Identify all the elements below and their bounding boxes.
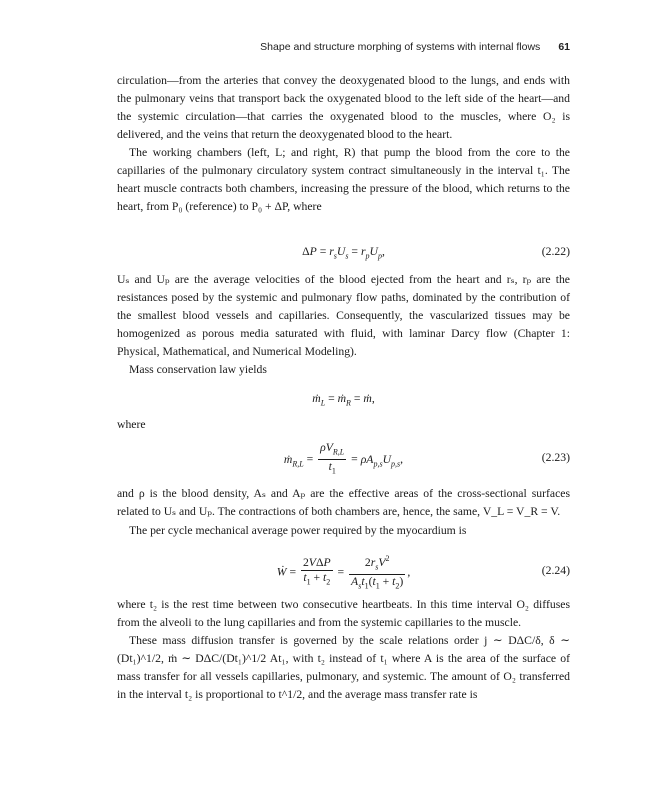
paragraph-6: and ρ is the blood density, Aₛ and Aₚ are the effective areas of the cross-sectional surfaces related to Uₛ and Uₚ. The contractions of both chambers are, hence, the same, V_L = V_R = V.	[117, 487, 570, 518]
text-block-6	[117, 596, 570, 704]
equation-2-23-body: ṁ$_{R,L}$ = $\frac{\rho V_{R,L}}{t_1}$ = $\rho A_{p,s}U_{p,s}$,	[117, 441, 570, 479]
paragraph-8: where t₂ is the rest time between two consecutive heartbeats. In this time interval O₂ diffuses from the alveoli to the lung capillaries and from the systemic capillaries to the muscle.	[117, 598, 570, 629]
equation-2-23	[117, 441, 570, 477]
paragraph-9: These mass diffusion transfer is governed by the scale relations order j ∼ DΔC/δ, δ ∼ (Dt₁)^1/2, ṁ ∼ DΔC/(Dt₁)^1/2 At₁, with t₂ instead of t₁ where A is the area of the surface of mass transfer for all vessels capillaries, pulmonary, and systemic. The amount of O₂ transferred in the interval t₂ is proportional to t^1/2, and the average mass transfer rate is	[117, 634, 570, 701]
equation-2-24	[117, 552, 570, 592]
equation-2-22-body: $\Delta P = r_sU_s = r_pU_p$,	[302, 245, 385, 261]
text-block-2	[117, 271, 570, 379]
equation-2-24-body: Ẇ = $\frac{\text{2VΔP}}{t_1 + t_2}$ = $\frac{2r_sV^2}{A_st_1(t_1 + t_2)}$ ,	[117, 552, 570, 594]
paragraph-1: circulation—from the arteries that convey the deoxygenated blood to the lungs, and ends with the pulmonary veins that transport back the oxygenated blood to the left side of the heart—and the systemic circulation—that carries the oxygenated blood to the muscles, where O₂ is delivered, and the veins that return the deoxygenated blood to the heart.	[117, 74, 570, 141]
paragraph-3: Uₛ and Uₚ are the average velocities of the blood ejected from the heart and rₛ, rₚ are the resistances posed by the systemic and pulmonary flow paths, dominated by the contribution of the smallest blood vessels and capillaries. Consequently, the vascularized tissues may be homogenized as porous media saturated with fluid, with laminar Darcy flow (Chapter 1: Physical, Mathematical, and Numerical Modeling).	[117, 273, 570, 358]
text-block-5	[117, 522, 570, 540]
text-block-3	[117, 416, 570, 434]
paragraph-2: The working chambers (left, L; and right, R) that pump the blood from the core to the capillaries of the pulmonary circulatory system contract simultaneously in the interval t₁. The heart muscle contracts both chambers, increasing the pressure of the blood, which returns to the heart, from P₀ (reference) to P₀ + ΔP, where	[117, 146, 570, 213]
text-block-1	[117, 72, 570, 216]
equation-number: (2.22)	[541, 245, 570, 258]
paragraph-5: where	[117, 418, 146, 431]
running-header	[0, 41, 570, 53]
paragraph-4: Mass conservation law yields	[129, 363, 267, 376]
equation-2-22	[117, 245, 570, 265]
page-number: 61	[558, 41, 570, 53]
text-block-4	[117, 485, 570, 521]
running-title: Shape and structure morphing of systems with internal flows	[260, 41, 541, 53]
equation-mass-conservation: ṁ$_L$ = ṁ$_R$ = ṁ,	[312, 392, 375, 408]
paragraph-7: The per cycle mechanical average power required by the myocardium is	[129, 524, 467, 537]
equation-number: (2.24)	[541, 564, 570, 577]
equation-number: (2.23)	[541, 451, 570, 464]
